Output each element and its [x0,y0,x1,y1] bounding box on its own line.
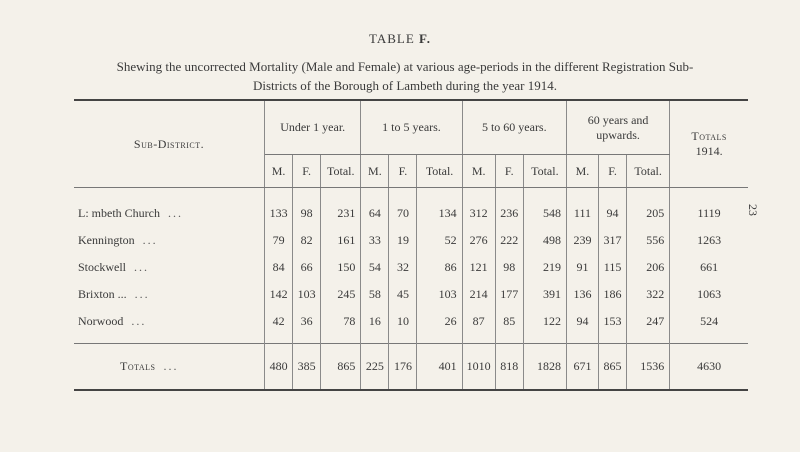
value-cell: 1263 [697,233,722,247]
value-cell: 401 [417,344,462,391]
value-cell: 1063 [697,287,722,301]
table-caption: Shewing the uncorrected Mortality (Male and Female) at various age-periods in the different Registration Sub- Districts of the Borough of Lambeth during the year 1914. [116,59,694,93]
value-cell: 276 [462,227,495,254]
value-cell: 70 [389,200,417,227]
value-cell: 86 [417,254,462,281]
table-row [74,227,748,254]
value-cell: 498 [523,227,566,254]
value-cell: 94 [566,308,598,335]
totals-row [74,344,748,391]
sub-district-name: Totals ... [74,344,265,391]
value-cell: 134 [417,200,462,227]
value-cell: 121 [462,254,495,281]
sub-district-name: Stockwell ... [74,254,265,281]
value-cell: 150 [321,254,361,281]
value-cell: 548 [523,200,566,227]
value-cell: 103 [417,281,462,308]
value-cell: 219 [523,254,566,281]
value-cell: 16 [361,308,389,335]
sub-header-row: M. F. Total. M. F. Total. M. F. Total. M. F. Total. [74,155,748,188]
value-cell: 865 [599,344,627,391]
value-cell: 54 [361,254,389,281]
value-cell: 64 [361,200,389,227]
value-cell: 161 [321,227,361,254]
sub-district-name: Kennington ... [74,227,265,254]
value-cell: 1119 [697,206,721,220]
value-cell: 78 [321,308,361,335]
value-cell: 153 [599,308,627,335]
value-cell: 1828 [523,344,566,391]
value-cell: 245 [321,281,361,308]
value-cell: 84 [265,254,293,281]
sub-district-name: Norwood ... [74,308,265,335]
value-cell: 236 [495,200,523,227]
value-cell: 671 [566,344,598,391]
value-cell: 111 [566,200,598,227]
header-5-to-60-years: 5 to 60 years. [462,100,566,155]
value-cell: 322 [627,281,670,308]
header-totals-1914: Totals 1914. [670,100,748,188]
table-row [74,281,748,308]
value-cell: 247 [627,308,670,335]
value-cell: 87 [462,308,495,335]
value-cell: 206 [627,254,670,281]
value-cell: 1536 [627,344,670,391]
value-cell: 103 [293,281,321,308]
value-cell: 91 [566,254,598,281]
value-cell: 98 [293,200,321,227]
page-number: 23 [746,204,760,216]
value-cell: 661 [700,260,719,274]
value-cell: 385 [293,344,321,391]
value-cell: 239 [566,227,598,254]
value-cell: 122 [523,308,566,335]
value-cell: 82 [293,227,321,254]
value-cell: 98 [495,254,523,281]
value-cell: 865 [321,344,361,391]
value-cell: 94 [599,200,627,227]
value-cell: 26 [417,308,462,335]
sub-district-name: L: mbeth Church ... [74,200,265,227]
header-under-1-year: Under 1 year. [265,100,361,155]
value-cell: 176 [389,344,417,391]
value-cell: 312 [462,200,495,227]
value-cell: 524 [700,314,719,328]
value-cell: 79 [265,227,293,254]
value-cell: 231 [321,200,361,227]
value-cell: 52 [417,227,462,254]
value-cell: 115 [599,254,627,281]
header-sub-district: Sub-District. [74,100,265,188]
value-cell: 45 [389,281,417,308]
value-cell: 818 [495,344,523,391]
sub-district-name: Brixton ... ... [74,281,265,308]
value-cell: 58 [361,281,389,308]
value-cell: 142 [265,281,293,308]
value-cell: 214 [462,281,495,308]
table-title: TABLE F. [368,31,432,46]
value-cell: 205 [627,200,670,227]
value-cell: 42 [265,308,293,335]
value-cell: 66 [293,254,321,281]
value-cell: 556 [627,227,670,254]
value-cell: 10 [389,308,417,335]
value-cell: 4630 [670,344,748,391]
value-cell: 85 [495,308,523,335]
value-cell: 33 [361,227,389,254]
table-row [74,254,748,281]
table-row [74,308,748,335]
value-cell: 136 [566,281,598,308]
value-cell: 36 [293,308,321,335]
value-cell: 222 [495,227,523,254]
value-cell: 133 [265,200,293,227]
value-cell: 177 [495,281,523,308]
value-cell: 317 [599,227,627,254]
value-cell: 186 [599,281,627,308]
value-cell: 32 [389,254,417,281]
mortality-table [74,99,748,391]
value-cell: 480 [265,344,293,391]
value-cell: 225 [361,344,389,391]
header-60-and-upwards: 60 years and upwards. [566,100,669,155]
value-cell: 1010 [462,344,495,391]
header-1-to-5-years: 1 to 5 years. [361,100,462,155]
value-cell: 19 [389,227,417,254]
table-row [74,200,748,227]
value-cell: 391 [523,281,566,308]
